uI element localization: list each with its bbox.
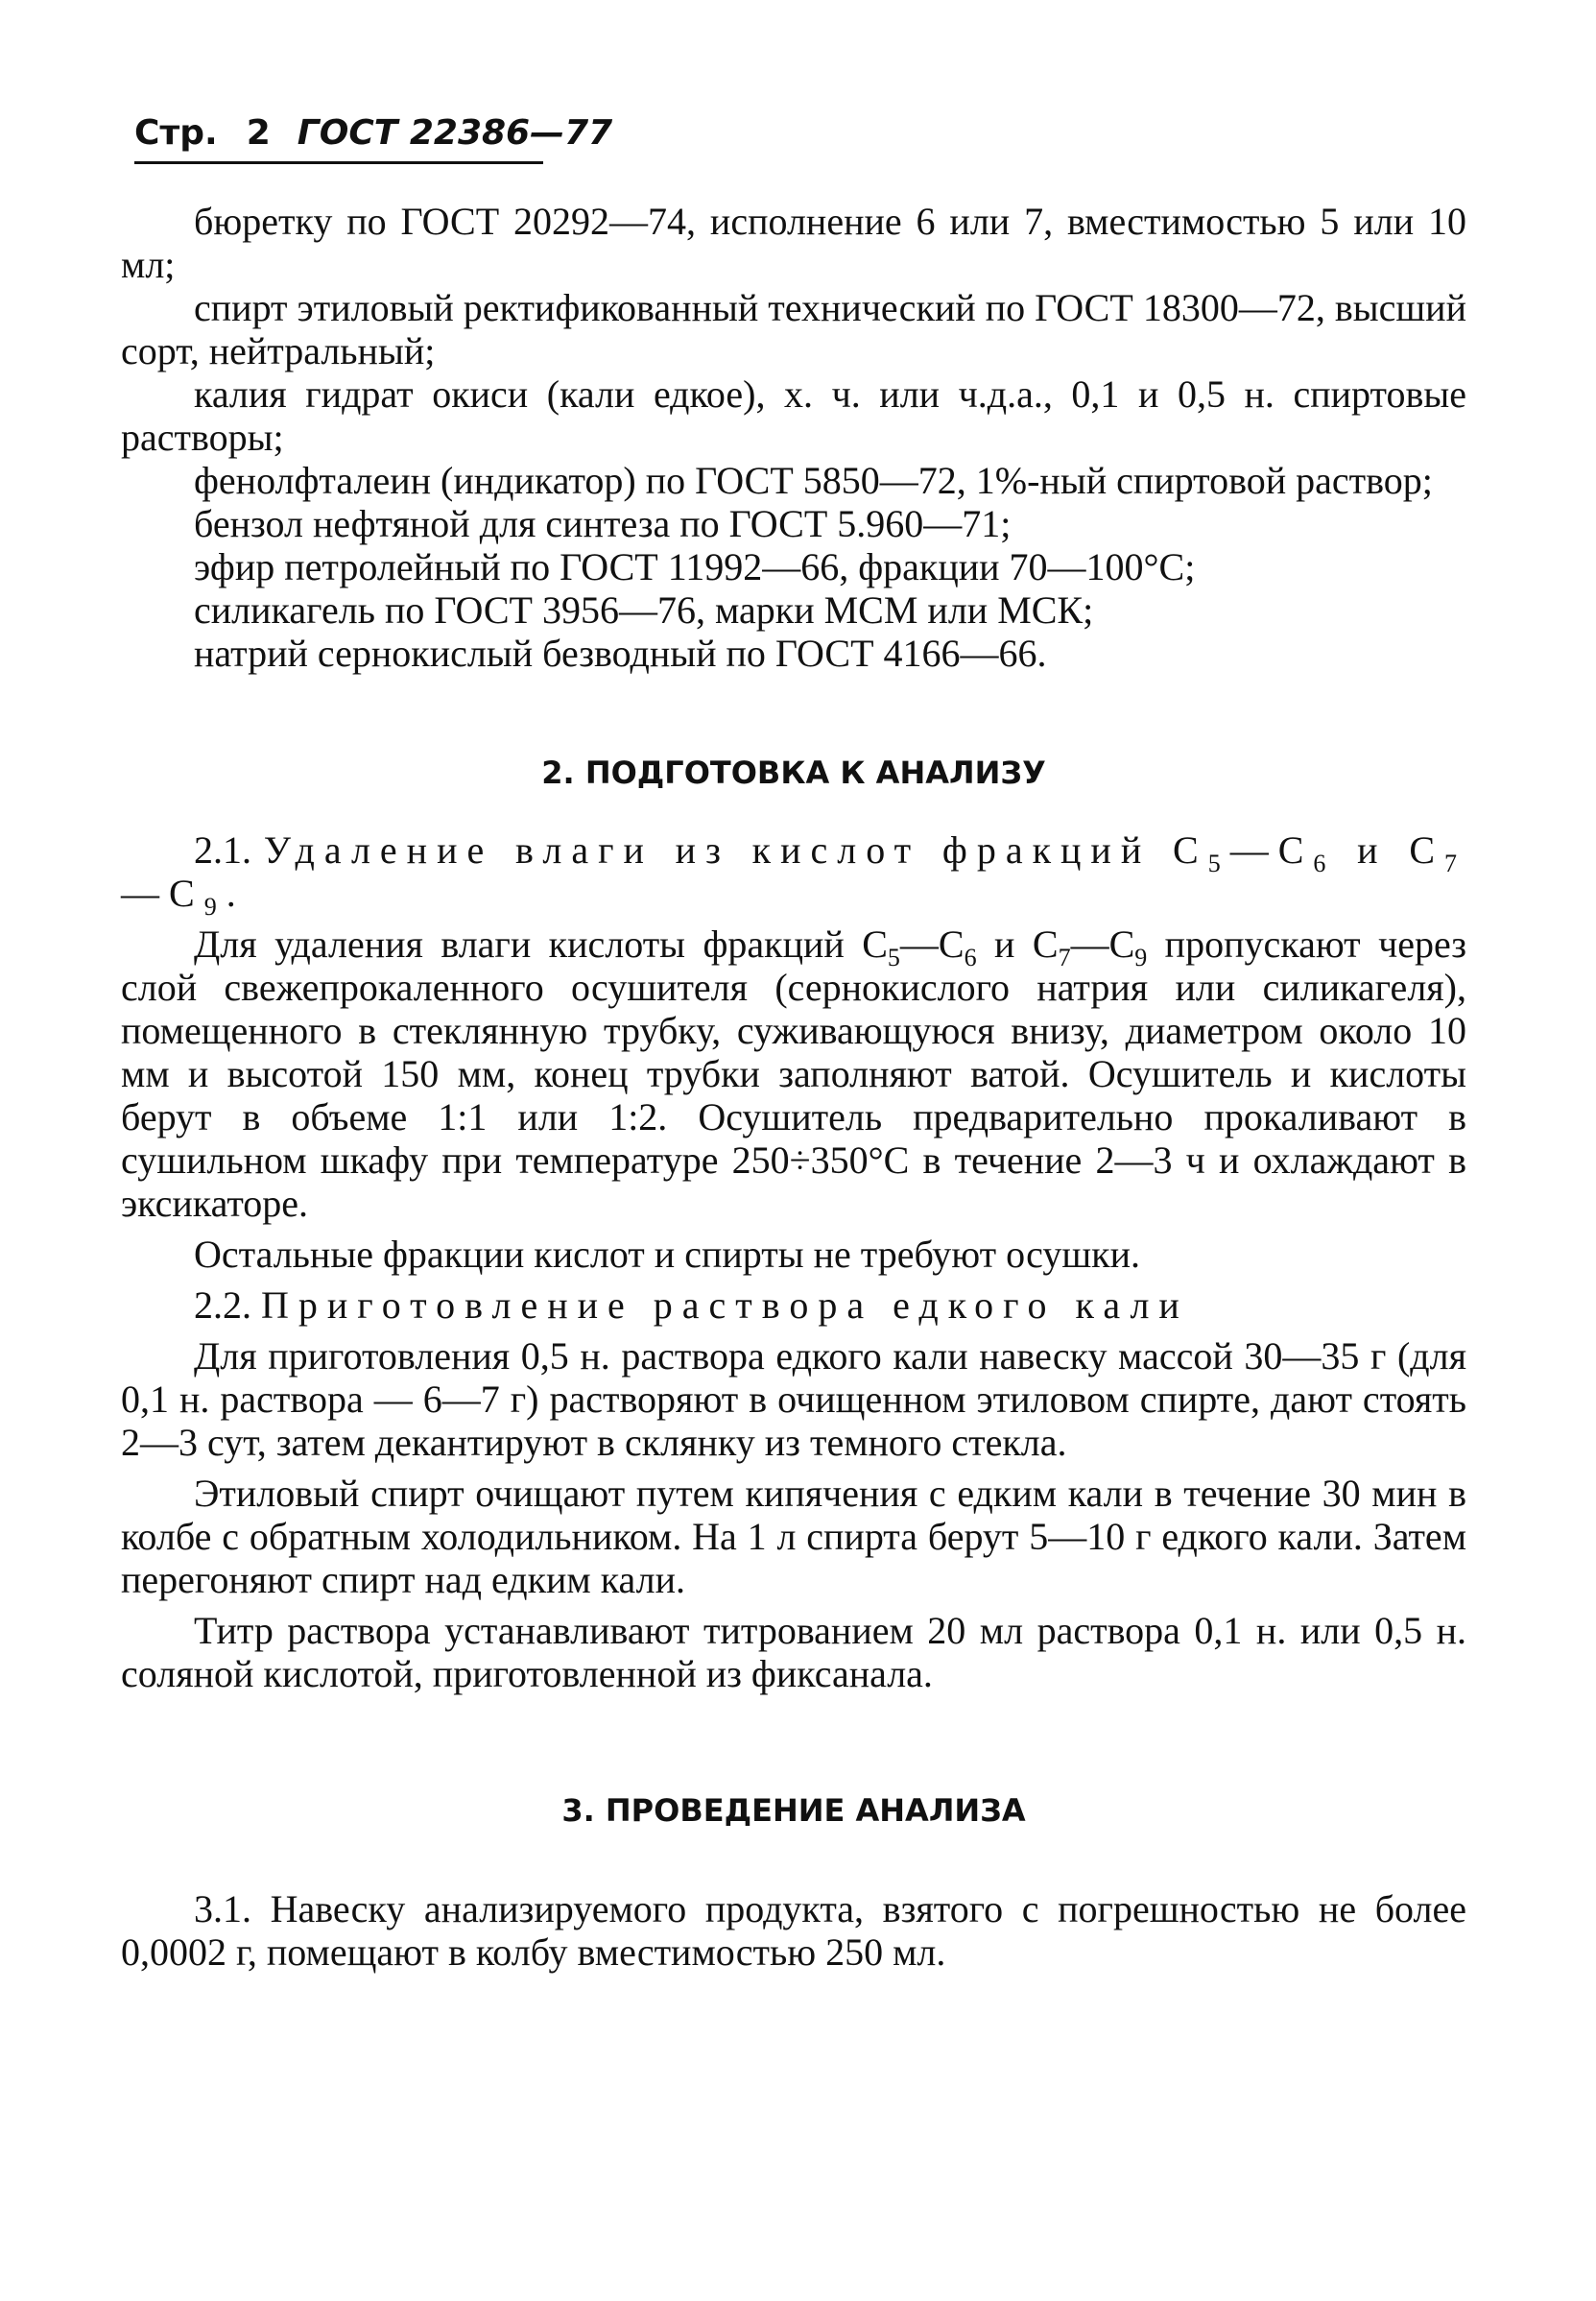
- subsection-number: 2.1.: [194, 828, 251, 872]
- page-label: Стр.: [134, 113, 218, 153]
- standard-number: ГОСТ 22386—77: [297, 113, 613, 153]
- page-number: 2: [246, 113, 271, 153]
- paragraph-koh-preparation: Для приготовления 0,5 н. раствора едкого кали навеску массой 30—35 г (для 0,1 н. раствора — 6—7 г) растворяют в очищенном этиловом спирте, дают стоять 2—3 сут, затем декантируют в склянку из темного стекла.: [121, 1334, 1466, 1464]
- paragraph-no-drying: Остальные фракции кислот и спирты не требуют осушки.: [194, 1233, 1140, 1276]
- document-body: [121, 200, 1466, 1974]
- material-item: эфир петролейный по ГОСТ 11992—66, фракции 70—100°С;: [194, 545, 1196, 588]
- section-3-heading: 3. ПРОВЕДЕНИЕ АНАЛИЗА: [561, 1792, 1026, 1829]
- section-2-heading: 2. ПОДГОТОВКА К АНАЛИЗУ: [541, 755, 1046, 791]
- material-item: спирт этиловый ректификованный технический по ГОСТ 18300—72, высший сорт, нейтральный;: [121, 286, 1466, 372]
- subsection-title: Удаление влаги из кислот фракций $С_5—С_6$ и $С_7—С_9$.: [121, 828, 1466, 921]
- subsection-2-1-title: [121, 828, 1466, 921]
- paragraph-moisture-removal: Для удаления влаги кислоты фракций $С_5—С_6$ и $С_7—С_9$ пропускают через слой свежепрокаленного осушителя (сернокислого натрия или силикагеля), помещенного в стеклянную трубку, суживающуюся внизу, диаметром около 10 мм и высотой 150 мм, конец трубки заполняют ватой. Осушитель и кислоты берут в объеме 1:1 или 1:2. Осушитель предварительно прокаливают в сушильном шкафу при температуре 250÷350°С в течение 2—3 ч и охлаждают в эксикаторе.: [121, 923, 1467, 1225]
- subsection-2-2-title: [121, 1283, 1466, 1327]
- header-rule: [134, 161, 543, 164]
- material-item: силикагель по ГОСТ 3956—76, марки МСМ или МСК;: [194, 588, 1094, 632]
- material-item: бюретку по ГОСТ 20292—74, исполнение 6 или 7, вместимостью 5 или 10 мл;: [121, 200, 1466, 286]
- material-item: фенолфталеин (индикатор) по ГОСТ 5850—72, 1%-ный спиртовой раствор;: [194, 459, 1433, 502]
- subsection-number: 2.2.: [194, 1283, 251, 1327]
- material-item: калия гидрат окиси (кали едкое), х. ч. или ч.д.а., 0,1 и 0,5 н. спиртовые растворы;: [121, 372, 1466, 459]
- page-header: [134, 113, 612, 153]
- material-item: натрий сернокислый безводный по ГОСТ 4166—66.: [194, 632, 1047, 675]
- paragraph-ethanol-purification: Этиловый спирт очищают путем кипячения с едким кали в течение 30 мин в колбе с обратным холодильником. На 1 л спирта берут 5—10 г едкого кали. Затем перегоняют спирт над едким кали.: [121, 1472, 1466, 1601]
- subsection-title: Приготовление раствора едкого кали: [261, 1283, 1189, 1327]
- material-item: бензол нефтяной для синтеза по ГОСТ 5.960—71;: [194, 502, 1012, 545]
- paragraph-3-1: 3.1. Навеску анализируемого продукта, взятого с погрешностью не более 0,0002 г, помещают в колбу вместимостью 250 мл.: [121, 1887, 1466, 1974]
- paragraph-titer: Титр раствора устанавливают титрованием 20 мл раствора 0,1 н. или 0,5 н. соляной кислотой, приготовленной из фиксанала.: [121, 1609, 1466, 1695]
